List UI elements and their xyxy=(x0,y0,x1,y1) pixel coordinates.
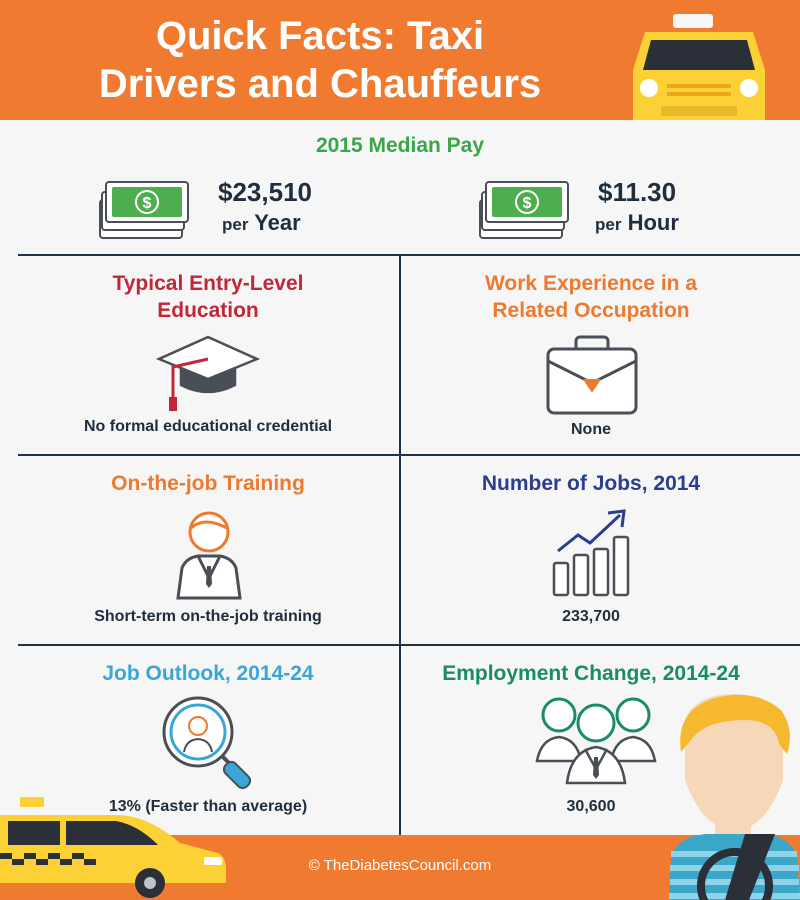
header-banner xyxy=(0,0,800,120)
divider xyxy=(399,254,401,835)
person-icon xyxy=(174,508,244,600)
outlook-title: Job Outlook, 2014-24 xyxy=(102,662,314,685)
divider xyxy=(18,454,800,456)
experience-value: None xyxy=(571,421,611,438)
hourly-pay-amount: $11.30 xyxy=(598,177,677,207)
briefcase-icon xyxy=(544,333,640,417)
employment-change-value: 30,600 xyxy=(566,798,616,815)
median-pay-title: 2015 Median Pay xyxy=(315,134,485,157)
magnifier-person-icon xyxy=(156,692,266,792)
svg-text:$: $ xyxy=(142,195,152,212)
divider xyxy=(18,644,800,646)
group-icon xyxy=(535,693,657,785)
jobs-title: Number of Jobs, 2014 xyxy=(481,472,701,495)
jobs-value: 233,700 xyxy=(562,608,620,625)
growth-chart-icon xyxy=(550,505,636,597)
svg-text:$: $ xyxy=(522,195,532,212)
taxi-icon xyxy=(0,795,230,900)
page-title: Quick Facts: Taxi Drivers and Chauffeurs xyxy=(98,14,542,106)
money-stack-icon xyxy=(478,178,570,240)
yearly-pay-amount: $23,510 xyxy=(218,177,312,207)
hourly-pay-unit: per Hour xyxy=(595,210,679,235)
education-value: No formal educational credential xyxy=(83,418,333,435)
divider xyxy=(18,254,800,256)
graduation-cap-icon xyxy=(155,333,261,413)
yearly-pay-unit: per Year xyxy=(222,210,301,235)
outlook-value: 13% (Faster than average) xyxy=(108,798,308,815)
experience-title: Work Experience in a Related Occupation xyxy=(484,272,698,322)
training-title: On-the-job Training xyxy=(111,472,305,495)
copyright-text: © TheDiabetesCouncil.com xyxy=(308,857,492,874)
education-title: Typical Entry-Level Education xyxy=(112,272,304,322)
employment-change-title: Employment Change, 2014-24 xyxy=(442,662,740,685)
driver-icon xyxy=(665,690,800,900)
training-value: Short-term on-the-job training xyxy=(94,608,322,625)
money-stack-icon xyxy=(98,178,190,240)
